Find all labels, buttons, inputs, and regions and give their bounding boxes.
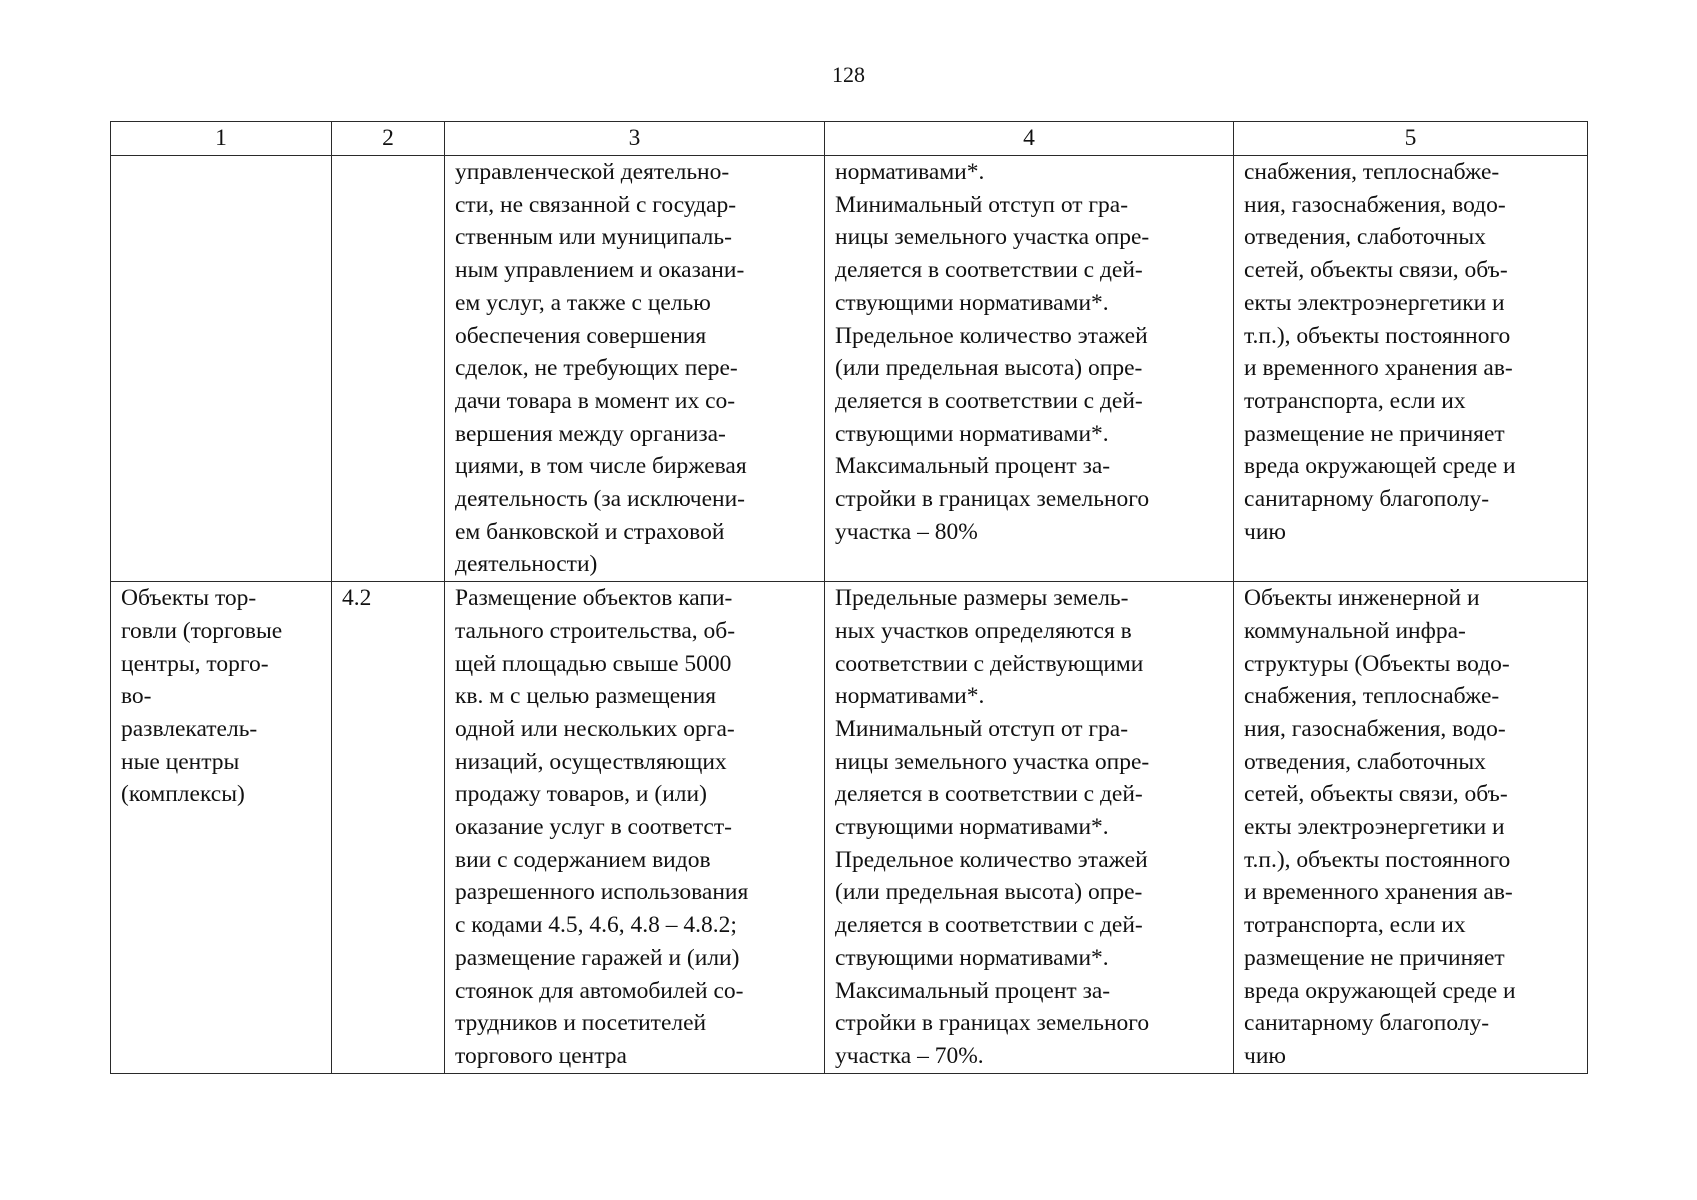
use-description-cell: Размещение объектов капи- тального строительства, об- щей площадью свыше 5000 кв. м с целью размещения одной или нескольких орга- низаций, осуществляющих продажу товаров, и (или) оказание услуг в соответст- вии с содержанием видов разрешенного использования с кодами 4.5, 4.6, 4.8 – 4.8.2; размещение гаражей и (или) стоянок для автомобилей со- трудников и посетителей торгового центра <box>445 582 825 1074</box>
column-header-5: 5 <box>1234 122 1588 156</box>
use-type-name-cell <box>111 156 332 582</box>
use-code-cell: 4.2 <box>332 582 445 1074</box>
column-header-2: 2 <box>332 122 445 156</box>
column-header-4: 4 <box>825 122 1234 156</box>
page-number: 128 <box>832 62 865 87</box>
parameters-cell: Предельные размеры земель- ных участков определяются в соответствии с действующими нормативами*. Минимальный отступ от гра- ницы земельного участка опре- деляется в соответствии с дей- ствующими нормативами*. Предельное количество этажей (или предельная высота) опре- деляется в соответствии с дей- ствующими нормативами*. Максимальный процент за- стройки в границах земельного участка – 70%. <box>825 582 1234 1074</box>
column-header-1: 1 <box>111 122 332 156</box>
land-use-table <box>110 121 1588 1074</box>
table-header-row <box>111 122 1588 156</box>
table-row <box>111 156 1588 582</box>
use-code-cell <box>332 156 445 582</box>
column-header-3: 3 <box>445 122 825 156</box>
parameters-cell: нормативами*. Минимальный отступ от гра- ницы земельного участка опре- деляется в соответствии с дей- ствующими нормативами*. Предельное количество этажей (или предельная высота) опре- деляется в соответствии с дей- ствующими нормативами*. Максимальный процент за- стройки в границах земельного участка – 80% <box>825 156 1234 582</box>
auxiliary-uses-cell: снабжения, теплоснабже- ния, газоснабжения, водо- отведения, слаботочных сетей, объекты связи, объ- екты электроэнергетики и т.п.), объекты постоянного и временного хранения ав- тотранспорта, если их размещение не причиняет вреда окружающей среде и санитарному благополу- чию <box>1234 156 1588 582</box>
use-type-name-cell: Объекты тор- говли (торговые центры, торго- во- развлекатель- ные центры (комплексы) <box>111 582 332 1074</box>
use-description-cell: управленческой деятельно- сти, не связанной с государ- ственным или муниципаль- ным управлением и оказани- ем услуг, а также с целью обеспечения совершения сделок, не требующих пере- дачи товара в момент их со- вершения между организа- циями, в том числе биржевая деятельность (за исключени- ем банковской и страховой деятельности) <box>445 156 825 582</box>
table-row <box>111 582 1588 1074</box>
auxiliary-uses-cell: Объекты инженерной и коммунальной инфра- структуры (Объекты водо- снабжения, теплоснабже- ния, газоснабжения, водо- отведения, слаботочных сетей, объекты связи, объ- екты электроэнергетики и т.п.), объекты постоянного и временного хранения ав- тотранспорта, если их размещение не причиняет вреда окружающей среде и санитарному благополу- чию <box>1234 582 1588 1074</box>
